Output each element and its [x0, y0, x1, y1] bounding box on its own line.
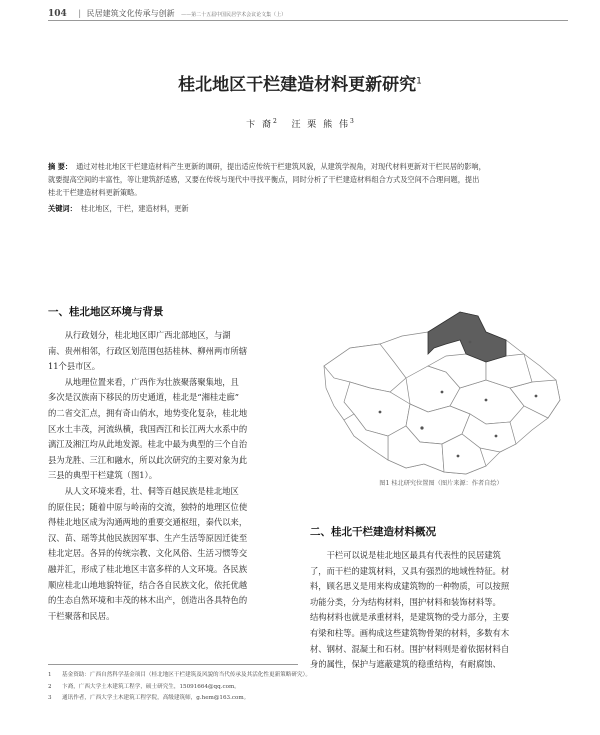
section-1-body [48, 328, 296, 624]
body-text-line: 桂北定居。各异的传统宗教、文化风俗、生活习惯等交 [48, 548, 248, 559]
author-footnote-marker: 3 [350, 118, 354, 125]
footnote-number: 1 [48, 672, 52, 678]
body-text-line: 材、钢材、混凝土和石材。围护材料则是着依据材料自 [310, 643, 510, 654]
figure-1-caption: 图1 桂北研究位置图（图片来源：作者自绘） [379, 480, 503, 487]
title-footnote-marker: 1 [416, 76, 422, 87]
city-marker [420, 426, 423, 429]
footnote-text: 卞裔，广西大学土木建筑工程学，硕士研究生，15091664@qq.com。 [62, 683, 240, 690]
body-text-line: 结构材料也就是承重材料，是建筑物的受力部分，主要 [310, 612, 510, 623]
city-marker [469, 341, 472, 344]
body-text-line: 料，顾名思义是用来构成建筑物的一种物质，可以按照 [310, 581, 510, 592]
author-line [0, 117, 600, 130]
author-footnote-marker: 2 [273, 118, 277, 125]
abstract-text: 通过对桂北地区干栏建造材料产生更新的调研，提出适应传统干栏建筑风貌，从建筑学视角，对现代材料更新对干栏民居的影响， [76, 162, 486, 171]
author-name: 卞 裔 [246, 120, 274, 130]
body-text-line: 干栏可以说是桂北地区最具有代表性的民居建筑 [326, 550, 501, 560]
city-marker [457, 455, 460, 458]
body-text-line: 漓江及湘江均从此地发源。桂北中最为典型的三个自治 [48, 439, 248, 450]
footnote-number: 2 [48, 683, 52, 690]
keywords-label: 关键词： [48, 204, 77, 213]
footnote-text: 通讯作者，广西大学土木建筑工程学院，高级建筑师，g.hem@163.com。 [62, 695, 250, 701]
body-text-line: 汉、苗、瑶等其他民族因军事、生产生活等原因迁徙至 [48, 532, 248, 543]
author-name: 汪 栗 熊 伟 [291, 120, 351, 130]
body-text-line: 区水土丰茂，河流纵横，我国西江和长江两大水系中的 [48, 423, 248, 434]
body-text-line: 干栏聚落和民居。 [48, 610, 115, 621]
body-text-line: 从地理位置来看，广西作为壮族聚落聚集地，且 [64, 376, 239, 387]
body-text-line: 有梁和柱等。画构成这些建筑物骨架的材料，多数有木 [310, 627, 510, 638]
footnote [48, 670, 568, 682]
city-marker [441, 391, 444, 394]
abstract-label: 摘 要： [48, 162, 73, 171]
footnote-number: 3 [48, 695, 52, 701]
header-rule [48, 20, 568, 21]
journal-series: ——第二十五届中国民居学术会议论文集（上） [181, 12, 287, 18]
body-text-line: 南、贵州相邻，行政区划范围包括桂林、柳州两市所辖 [48, 345, 248, 356]
body-text-line: 了，而干栏的建筑材料，又具有强烈的地域性特征。材 [310, 565, 510, 576]
body-text-line: 多次是汉族南下移民的历史通道，桂北是“湘桂走廊” [48, 392, 240, 403]
abstract-line: 就要提高空间的丰富性，等让建筑舒适感，又要在传统与现代中寻找平衡点，同时分析了干栏建造材料组合方式及空间不合理问题，提出 [48, 175, 480, 184]
footnote [48, 682, 568, 694]
abstract-line: 桂北干栏建造材料更新策略。 [48, 188, 142, 197]
footnote-text: 基金资助：广西自然科学基金项目（桂北地区干栏建筑及风貌的当代传承及其活化性更新策略研究）。 [62, 672, 311, 678]
abstract [48, 160, 568, 199]
body-text-line: 的原住民；随着中原与岭南的交流，独特的地理区位使 [48, 501, 248, 512]
body-text-line: 顺应桂北山地地貌特征，结合各自民族文化，依托优越 [48, 579, 248, 590]
body-text-line: 融并汇，形成了桂北地区丰富多样的人文环境。各民族 [48, 563, 248, 574]
guangxi-map [310, 296, 572, 482]
running-header [48, 8, 568, 19]
abstract-line [48, 160, 568, 173]
city-marker [485, 399, 488, 402]
keywords-text: 桂北地区，干栏，建造材料，更新 [80, 204, 189, 213]
footnote [48, 693, 568, 705]
body-text-line: 功能分类，分为结构材料，围护材料和装饰材料等。 [310, 596, 501, 607]
header-separator: | [78, 9, 82, 18]
body-text-line: 从行政划分，桂北地区即广西北部地区，与湖 [64, 330, 231, 340]
body-text-line: 身的属性，保护与遮蔽建筑的稳重结构，有耐腐蚀、 [310, 659, 501, 670]
figure-1-map [310, 296, 572, 482]
footnote-rule [48, 664, 298, 665]
body-text-line: 得桂北地区成为沟通两地的重要交通枢纽，秦代以来， [48, 517, 248, 528]
footnotes [48, 670, 568, 705]
body-text-line: 三县的典型干栏建筑（图1）。 [48, 470, 157, 481]
body-text-line: 从人文环境来看，壮、侗等百越民族是桂北地区 [64, 485, 239, 496]
journal-name: 民居建筑文化传承与创新 [86, 9, 175, 18]
section-2-heading: 二、桂北干栏建造材料概况 [310, 526, 436, 538]
paper-title-text: 桂北地区干栏建造材料更新研究 [178, 75, 417, 95]
section-1-heading: 一、桂北地区环境与背景 [48, 306, 164, 318]
page-number: 104 [48, 9, 67, 19]
paper-title [0, 70, 600, 95]
keywords [48, 204, 568, 214]
city-marker [535, 395, 538, 398]
section-2-body [310, 548, 570, 673]
body-text-line: 县为龙胜、三江和融水，所以此次研究的主要对象为此 [48, 454, 248, 465]
body-text-line: 的二省交汇点，拥有奇山俏水，地势变化复杂，桂北地 [48, 407, 248, 418]
city-marker [495, 435, 498, 438]
body-text-line: 11个县市区。 [48, 361, 101, 372]
city-marker [379, 411, 382, 414]
body-text-line: 的生态自然环境和丰茂的林木出产，创造出各具特色的 [48, 595, 248, 606]
